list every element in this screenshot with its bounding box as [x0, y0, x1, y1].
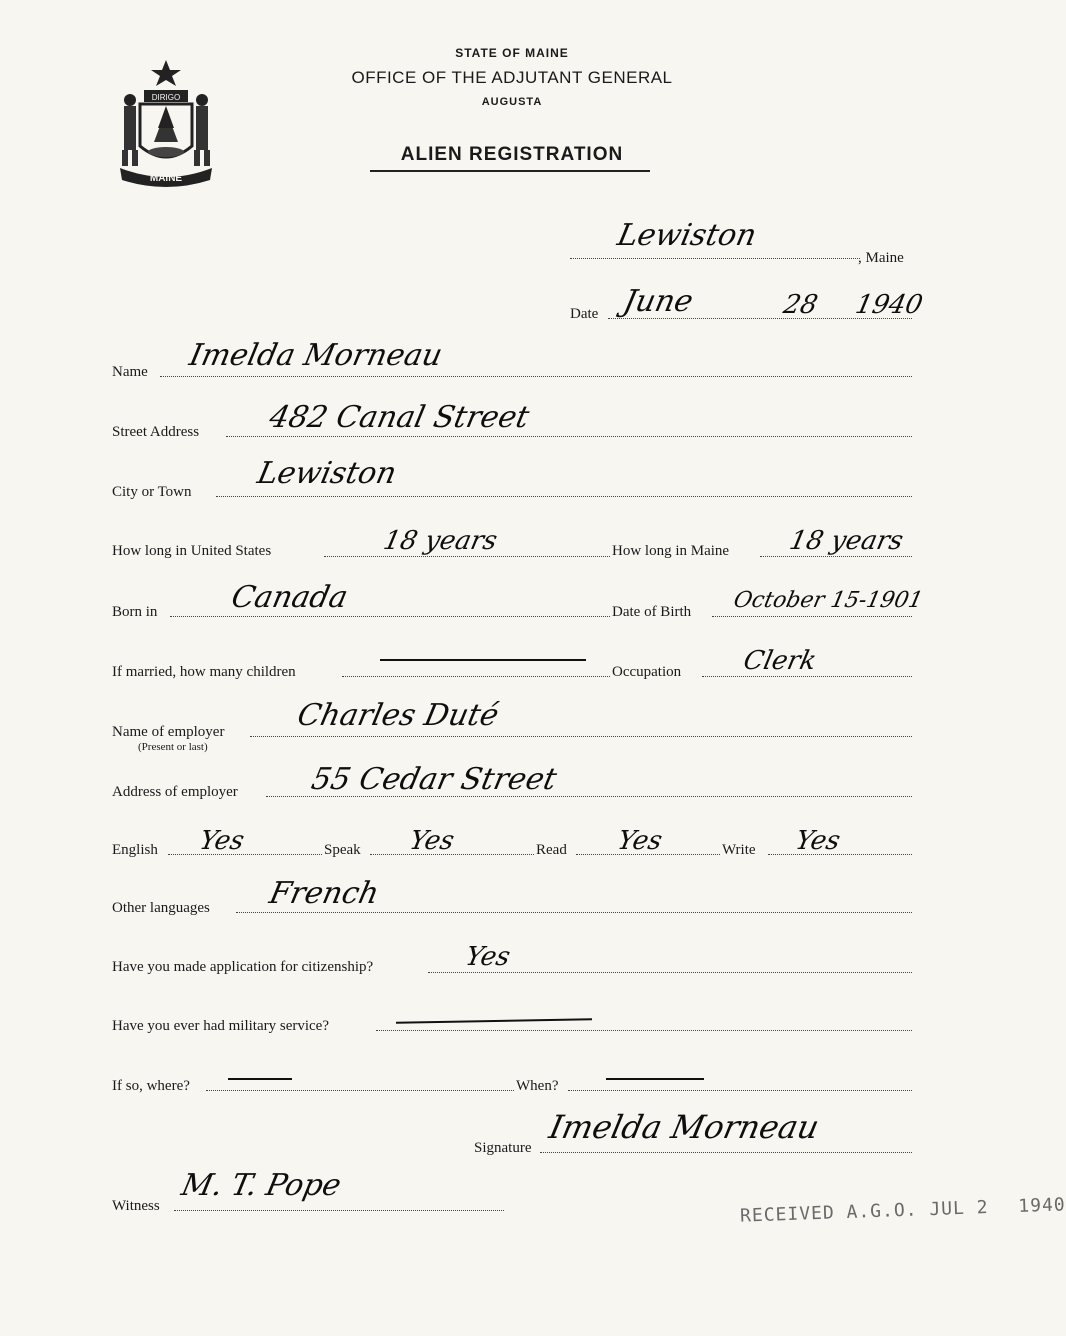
when-label: When? — [516, 1078, 559, 1094]
street-line — [226, 436, 912, 437]
occupation-line — [702, 676, 912, 677]
place-value: Lewiston — [614, 218, 760, 253]
citizenship-label: Have you made application for citizenship? — [112, 959, 374, 975]
where-label: If so, where? — [112, 1078, 190, 1094]
received-stamp-year: 1940 — [1017, 1194, 1066, 1217]
city-value: Lewiston — [254, 456, 400, 491]
military-label: Have you ever had military service? — [112, 1018, 329, 1034]
dob-line — [712, 616, 912, 617]
military-dash — [396, 1018, 592, 1023]
city-line — [216, 496, 912, 497]
read-label: Read — [536, 842, 567, 858]
occupation-value: Clerk — [740, 646, 819, 676]
title-underline — [370, 170, 650, 172]
witness-value: M. T. Pope — [178, 1168, 345, 1203]
english-value: Yes — [196, 826, 247, 856]
name-label: Name — [112, 364, 148, 380]
maine-duration-line — [760, 556, 912, 557]
signature-label: Signature — [474, 1140, 532, 1156]
when-line — [568, 1090, 912, 1091]
born-in-line — [170, 616, 610, 617]
employer-line — [250, 736, 912, 737]
military-line — [376, 1030, 912, 1031]
citizenship-value: Yes — [462, 942, 513, 972]
employer-sublabel: (Present or last) — [138, 741, 208, 753]
where-line — [206, 1090, 514, 1091]
street-value: 482 Canal Street — [266, 400, 533, 435]
us-duration-value: 18 years — [380, 526, 500, 556]
received-stamp — [740, 1194, 1066, 1226]
employer-value: Charles Duté — [294, 698, 502, 733]
date-year-value: 1940 — [852, 290, 926, 320]
form-title: ALIEN REGISTRATION — [400, 144, 624, 165]
dob-label: Date of Birth — [612, 604, 692, 620]
english-label: English — [112, 842, 158, 858]
children-dash — [380, 659, 586, 661]
other-languages-line — [236, 912, 912, 913]
header-office: OFFICE OF THE ADJUTANT GENERAL — [351, 68, 673, 87]
header-state: STATE OF MAINE — [455, 46, 569, 60]
write-label: Write — [722, 842, 756, 858]
speak-value: Yes — [406, 826, 457, 856]
children-label: If married, how many children — [112, 664, 296, 680]
date-day-value: 28 — [780, 290, 821, 320]
header-city: AUGUSTA — [481, 96, 543, 108]
citizenship-line — [428, 972, 912, 973]
witness-line — [174, 1210, 504, 1211]
city-label: City or Town — [112, 484, 192, 500]
witness-label: Witness — [112, 1198, 160, 1214]
when-dash — [606, 1078, 704, 1080]
read-value: Yes — [614, 826, 665, 856]
where-dash — [228, 1078, 292, 1080]
us-duration-label: How long in United States — [112, 543, 272, 559]
born-in-value: Canada — [228, 580, 351, 615]
received-stamp-text: RECEIVED A.G.O. JUL 2 — [739, 1197, 989, 1227]
date-month-value: June — [620, 284, 697, 319]
maine-duration-value: 18 years — [786, 526, 906, 556]
name-value: Imelda Morneau — [186, 338, 446, 373]
born-in-label: Born in — [112, 604, 158, 620]
write-line — [768, 854, 912, 855]
speak-line — [370, 854, 534, 855]
employer-address-value: 55 Cedar Street — [308, 762, 560, 797]
name-line — [160, 376, 912, 377]
speak-label: Speak — [324, 842, 361, 858]
seal-motto-text: DIRIGO — [151, 93, 181, 102]
signature-value: Imelda Morneau — [545, 1108, 823, 1146]
place-line — [570, 258, 860, 259]
maine-duration-label: How long in Maine — [612, 543, 730, 559]
dob-value: October 15-1901 — [731, 588, 926, 613]
date-label: Date — [570, 306, 599, 322]
us-duration-line — [324, 556, 610, 557]
place-suffix: , Maine — [858, 250, 904, 266]
employer-address-label: Address of employer — [112, 784, 238, 800]
write-value: Yes — [792, 826, 843, 856]
occupation-label: Occupation — [612, 664, 682, 680]
signature-line — [540, 1152, 912, 1153]
children-line — [342, 676, 610, 677]
seal-banner-text: MAINE — [149, 173, 183, 184]
street-label: Street Address — [112, 424, 200, 440]
employer-label: Name of employer — [112, 724, 225, 740]
other-languages-value: French — [266, 876, 383, 911]
english-line — [168, 854, 322, 855]
other-languages-label: Other languages — [112, 900, 210, 916]
